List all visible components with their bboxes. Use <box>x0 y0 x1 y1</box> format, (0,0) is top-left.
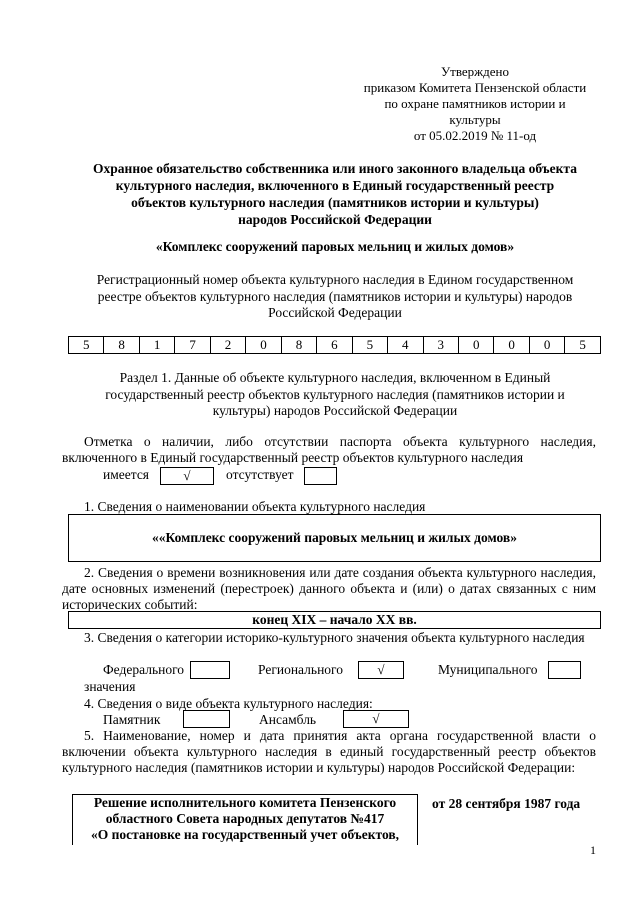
ensemble-label: Ансамбль <box>259 712 317 727</box>
registration-number-table <box>68 336 601 354</box>
item-4-label: 4. Сведения о виде объекта культурного наследия: <box>84 696 373 711</box>
approval-line: Утверждено <box>440 64 510 79</box>
regional-label: Регионального <box>258 662 343 677</box>
act-name-line: «О постановке на государственный учет объектов, <box>90 827 400 842</box>
passport-absent-label: отсутствует <box>226 467 294 482</box>
registration-digit: 1 <box>139 337 174 354</box>
section-title-line: Раздел 1. Данные об объекте культурного наследия, включенном в Единый <box>119 370 551 385</box>
title-line: народов Российской Федерации <box>238 212 432 227</box>
item-5-paragraph: 5. Наименование, номер и дата принятия акта органа государственной власти о включении объекта культурного наследия в единый государственный реестр объектов культурного наследия (памятников истории и культуры) народов Российской Федерации: <box>62 728 596 775</box>
document-title <box>60 160 610 228</box>
act-name-field <box>72 794 418 845</box>
object-name-field: ««Комплекс сооружений паровых мельниц и жилых домов» <box>68 514 601 562</box>
act-date: от 28 сентября 1987 года <box>432 796 581 811</box>
passport-absent-checkbox[interactable] <box>304 467 337 485</box>
monument-checkbox[interactable] <box>183 710 230 728</box>
passport-exists-checkbox[interactable]: √ <box>160 467 214 485</box>
approval-line: от 05.02.2019 № 11-од <box>413 128 537 143</box>
regional-checkbox[interactable]: √ <box>358 661 404 679</box>
registration-digit: 2 <box>210 337 245 354</box>
registration-digit: 0 <box>246 337 281 354</box>
title-line: объектов культурного наследия (памятников истории и культуры) <box>131 195 539 210</box>
registration-digit: 0 <box>529 337 564 354</box>
municipal-label: Муниципального <box>438 662 538 677</box>
item-2-paragraph: 2. Сведения о времени возникновения или дате создания объекта культурного наследия, дате основных изменений (перестроек) данного объекта и (или) о датах связанных с ним исторических событий: <box>62 565 596 612</box>
title-line: культурного наследия, включенного в Единый государственный реестр <box>115 178 555 193</box>
registration-digit: 6 <box>317 337 352 354</box>
monument-label: Памятник <box>103 712 161 727</box>
item-3-paragraph: 3. Сведения о категории историко-культурного значения объекта культурного наследия <box>84 630 585 645</box>
section-1-title <box>80 370 590 420</box>
title-line: Охранное обязательство собственника или иного законного владельца объекта <box>93 161 577 176</box>
registration-intro-line: Российской Федерации <box>268 305 402 320</box>
registration-intro-line: Регистрационный номер объекта культурного наследия в Едином государственном <box>96 272 574 287</box>
passport-exists-label: имеется <box>103 467 150 482</box>
approval-line: приказом Комитета Пензенской области <box>363 80 587 95</box>
registration-digit: 7 <box>175 337 210 354</box>
registration-digit: 5 <box>352 337 387 354</box>
page-number: 1 <box>590 843 596 857</box>
creation-date-field: конец XIX – начало XX вв. <box>68 611 601 629</box>
registration-intro <box>60 272 610 322</box>
registration-digit: 8 <box>281 337 316 354</box>
object-name: «Комплекс сооружений паровых мельниц и жилых домов» <box>155 239 515 254</box>
federal-label: Федерального <box>103 662 185 677</box>
federal-checkbox[interactable] <box>190 661 230 679</box>
section-title-line: государственный реестр объектов культурного наследия (памятников истории и <box>105 386 565 402</box>
act-name-line: Решение исполнительного комитета Пензенского <box>93 795 397 810</box>
act-name-line: областного Совета народных депутатов №417 <box>105 811 385 826</box>
registration-digit: 5 <box>565 337 601 354</box>
registration-intro-line: реестре объектов культурного наследия (памятников истории и культуры) народов <box>97 288 573 304</box>
registration-digit: 5 <box>69 337 104 354</box>
approval-block <box>330 64 620 144</box>
section-title-line: культуры) народов Российской Федерации <box>212 403 458 418</box>
registration-digit: 3 <box>423 337 458 354</box>
approval-line: культуры <box>449 112 501 127</box>
ensemble-checkbox[interactable]: √ <box>343 710 409 728</box>
registration-digit: 8 <box>104 337 139 354</box>
item-1-label: 1. Сведения о наименовании объекта культурного наследия <box>84 499 426 514</box>
approval-line: по охране памятников истории и <box>384 96 566 111</box>
passport-paragraph: Отметка о наличии, либо отсутствии паспорта объекта культурного наследия, включенного в Единый государственный реестр объектов культурного наследия <box>62 434 596 465</box>
registration-digit: 0 <box>494 337 529 354</box>
significance-suffix: значения <box>84 679 136 694</box>
registration-digit: 4 <box>388 337 423 354</box>
registration-digit: 0 <box>458 337 493 354</box>
municipal-checkbox[interactable] <box>548 661 581 679</box>
